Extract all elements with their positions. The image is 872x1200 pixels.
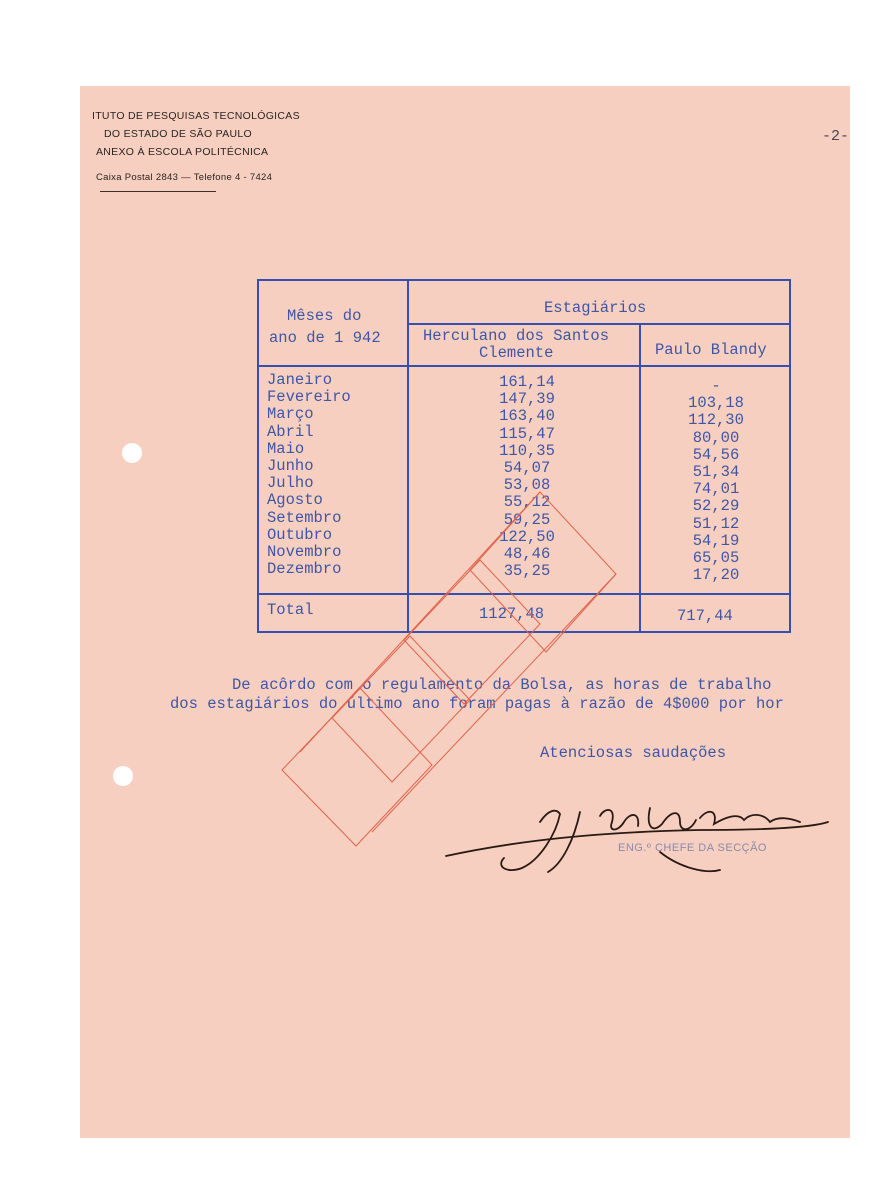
red-diagonal-stamp [282,492,616,846]
paulo-cell: 54,56 [692,445,740,464]
herculano-cell: 110,35 [499,441,555,460]
header-paulo: Paulo Blandy [655,341,767,359]
letterhead-state: DO ESTADO DE SÃO PAULO [104,128,252,140]
month-cell: Outubro [267,525,333,544]
paulo-cell: 54,19 [692,531,740,550]
paulo-cell: 112,30 [688,411,744,430]
letterhead-annex: ANEXO À ESCOLA POLITÉCNICA [96,146,269,158]
month-cell: Janeiro [267,371,333,389]
letterhead-contact: Caixa Postal 2843 — Telefone 4 - 7424 [96,172,273,183]
paulo-cell: 52,29 [692,497,740,516]
herculano-cell: 122,50 [499,527,555,546]
herculano-cell: 53,08 [503,476,551,495]
header-months-line1: Mêses do [287,307,362,325]
month-cell: Agosto [267,491,323,510]
closing-salutation: Atenciosas saudações [540,744,727,762]
paulo-cell: - [711,377,721,395]
header-group-estagiarios: Estagiários [544,299,647,317]
herculano-cell: 161,14 [499,373,555,391]
handwritten-signature [446,808,828,872]
letterhead-institute: ITUTO DE PESQUISAS TECNOLÓGICAS [92,110,300,122]
month-cell: Julho [267,474,314,493]
herculano-cell: 48,46 [503,545,551,564]
paulo-cell: 80,00 [692,428,740,447]
paulo-cell: 103,18 [688,394,744,413]
month-cell: Setembro [267,508,342,527]
herculano-cell: 147,39 [499,390,555,409]
month-cell: Abril [267,422,314,441]
paulo-cell: 51,34 [692,463,740,482]
paulo-cell: 74,01 [692,480,740,499]
month-cell: Fevereiro [267,388,351,407]
paulo-cell: 65,05 [692,549,740,568]
month-cell: Março [267,405,314,424]
signature-caption: ENG.º CHEFE DA SECÇÃO [618,842,767,854]
paulo-cell: 17,20 [692,566,740,585]
month-cell: Maio [267,439,305,458]
herculano-cell: 59,25 [503,510,551,529]
header-herculano-line2: Clemente [479,344,554,362]
herculano-cell: 115,47 [499,424,555,443]
page-number: -2- [822,128,850,145]
herculano-cell: 163,40 [499,407,555,426]
total-label: Total [267,601,314,619]
header-months-line2: ano de 1 942 [269,329,381,347]
total-herculano: 1127,48 [479,605,545,623]
paulo-cell: 51,12 [692,514,740,533]
total-paulo: 717,44 [677,607,733,625]
herculano-cell: 55,12 [503,493,551,512]
month-cell: Dezembro [267,560,342,579]
herculano-cell: 54,07 [503,459,551,478]
herculano-cell: 35,25 [503,562,551,581]
paragraph-line-1: De acôrdo com o regulamento da Bolsa, as horas de trabalho [232,676,772,694]
month-cell: Junho [267,457,314,476]
paragraph-line-2: dos estagiários do último ano foram pagas à razão de 4$000 por hor [170,695,784,713]
month-cell: Novembro [267,543,342,562]
header-herculano-line1: Herculano dos Santos [423,327,610,345]
